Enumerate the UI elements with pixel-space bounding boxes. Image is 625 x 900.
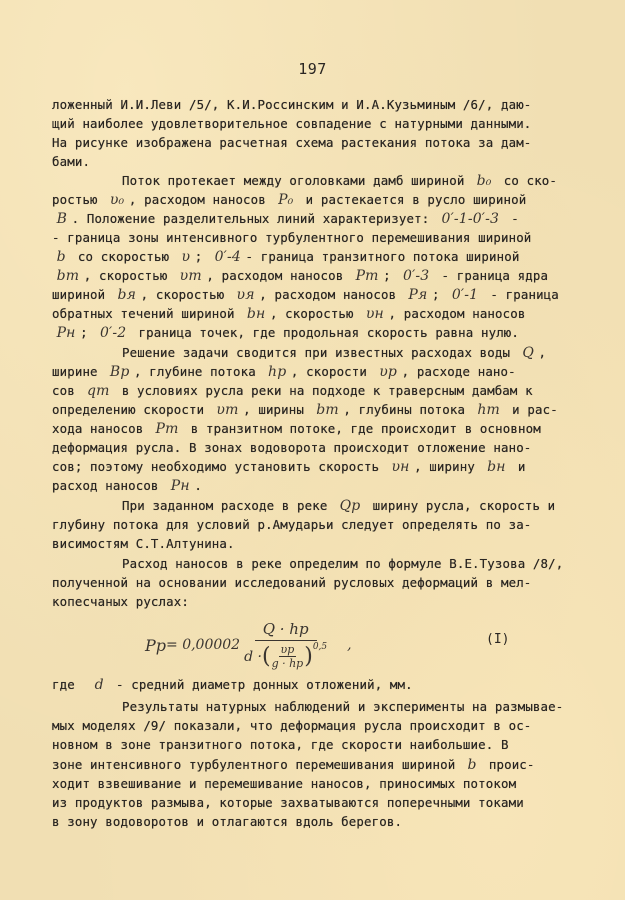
- text-line: сов; поэтому необходимо установить скорость υн , ширину bн и: [52, 459, 526, 475]
- formula-exponent: 0,5: [312, 641, 328, 652]
- paren-close: ): [304, 644, 313, 669]
- equation-number: (I): [486, 632, 510, 647]
- formula-numerator: Q · hр: [255, 620, 317, 641]
- handwritten-symbol: bн: [482, 459, 511, 475]
- handwritten-symbol: 0′-3: [398, 268, 434, 284]
- handwritten-symbol: υт: [211, 402, 244, 418]
- text-line: Поток протекает между оголовками дамб шириной b₀ со ско-: [122, 173, 558, 189]
- handwritten-symbol: b₀: [472, 173, 497, 189]
- text-line: Результаты натурных наблюдений и эксперименты на размывае-: [122, 699, 564, 714]
- handwritten-symbol: 0′-1: [447, 287, 483, 303]
- text-line: ростью υ₀ , расходом наносов P₀ и растекается в русло шириной: [52, 192, 527, 208]
- handwritten-symbol: qт: [82, 383, 115, 399]
- formula-lhs: Pр: [145, 635, 167, 655]
- text-line: На рисунке изображена расчетная схема растекания потока за дам-: [52, 135, 532, 150]
- text-line: зоне интенсивного турбулентного перемешивания шириной b проис-: [52, 756, 535, 773]
- formula-fraction: [244, 620, 327, 670]
- text-line: висимостям С.Т.Алтунина.: [52, 536, 235, 551]
- handwritten-symbol: d: [90, 677, 109, 693]
- handwritten-symbol: υр: [374, 364, 402, 380]
- text-line: ложенный И.И.Леви /5/, К.И.Россинским и И.А.Кузьминым /6/, даю-: [52, 97, 532, 112]
- text-line: из продуктов размыва, которые захватываются поперечными токами: [52, 795, 524, 810]
- handwritten-symbol: Pя: [403, 287, 433, 303]
- text-line: Расход наносов в реке определим по формуле В.Е.Тузова /8/,: [122, 556, 564, 571]
- text-line: щий наиболее удовлетворительное совпадение с натурными данными.: [52, 116, 532, 131]
- formula-denominator: [244, 641, 327, 670]
- text-line: определению скорости υт , ширины bт , глубины потока hт и рас-: [52, 402, 558, 418]
- handwritten-symbol: bя: [112, 287, 141, 303]
- text-line: расход наносов Pн .: [52, 478, 202, 494]
- text-line: мых моделях /9/ показали, что деформация русла происходит в ос-: [52, 718, 532, 734]
- formula-sediment-discharge: [145, 620, 352, 670]
- handwritten-symbol: Pт: [350, 268, 384, 284]
- text-line: бами.: [52, 154, 91, 169]
- handwritten-symbol: Pт: [150, 421, 184, 437]
- formula-inner-numerator: υр: [280, 643, 295, 656]
- formula-denominator-prefix: d ·: [244, 648, 262, 665]
- text-line: новном в зоне транзитного потока, где скорости наибольшие. В: [52, 737, 509, 753]
- text-line: деформация русла. В зонах водоворота происходит отложение нано-: [52, 440, 532, 455]
- handwritten-symbol: υя: [231, 287, 260, 303]
- text-line: в зону водоворотов и отлагаются вдоль берегов.: [52, 814, 403, 830]
- text-line: bт , скоростью υт , расходом наносов Pт ; 0′-3 - граница ядра: [52, 268, 549, 284]
- handwritten-symbol: P₀: [273, 192, 299, 208]
- text-line: ходит взвешивание и перемешивание наносов, приносимых потоком: [52, 775, 517, 791]
- text-line: обратных течений шириной bн , скоростью υн , расходом наносов: [52, 306, 526, 322]
- text-line: сов qт в условиях русла реки на подходе к траверсным дамбам к: [52, 383, 533, 399]
- text-line: При заданном расходе в реке Qр ширину русла, скорость и: [122, 498, 556, 514]
- page-number: 197: [298, 60, 327, 78]
- handwritten-symbol: υт: [175, 268, 207, 284]
- handwritten-symbol: υн: [361, 306, 389, 322]
- handwritten-symbol: b: [52, 249, 71, 265]
- handwritten-symbol: B: [52, 211, 72, 227]
- text-line: копесчаных руслах:: [52, 594, 189, 609]
- text-line: Решение задачи сводится при известных расходах воды Q ,: [122, 345, 547, 361]
- handwritten-symbol: hт: [472, 402, 505, 418]
- handwritten-symbol: υн: [386, 459, 415, 475]
- handwritten-symbol: Pн: [52, 325, 81, 341]
- handwritten-symbol: b: [462, 756, 482, 773]
- text-line: Pн ; 0′-2 граница точек, где продольная скорость равна нулю.: [52, 325, 520, 341]
- text-line: глубину потока для условий р.Амударьи следует определять по за-: [52, 517, 532, 532]
- formula-coefficient: = 0,00002: [166, 637, 241, 653]
- formula-comma: ,: [347, 637, 352, 653]
- handwritten-symbol: 0′-2: [95, 325, 131, 341]
- text-line: хода наносов Pт в транзитном потоке, где происходит в основном: [52, 421, 541, 437]
- formula-inner-fraction: [272, 643, 304, 670]
- text-line: где d - средний диаметр донных отложений, мм.: [52, 677, 413, 693]
- formula-inner-denominator: g · hр: [271, 657, 304, 670]
- text-line: B . Положение разделительных линий характеризует: 0′-1-0′-3 -: [52, 211, 519, 227]
- handwritten-symbol: 0′-1-0′-3: [436, 211, 504, 227]
- text-line: - граница зоны интенсивного турбулентного перемешивания шириной: [52, 230, 532, 245]
- handwritten-symbol: Qр: [335, 498, 366, 514]
- handwritten-symbol: bт: [52, 268, 84, 284]
- handwritten-symbol: Pн: [166, 478, 195, 494]
- handwritten-symbol: bн: [242, 306, 270, 322]
- text-line: ширине Bр , глубине потока hр , скорости υр , расходе нано-: [52, 364, 516, 380]
- text-line: шириной bя , скоростью υя , расходом наносов Pя ; 0′-1 - граница: [52, 287, 559, 303]
- paren-open: (: [261, 644, 271, 669]
- handwritten-symbol: Q: [517, 345, 539, 361]
- handwritten-symbol: υ: [176, 249, 195, 265]
- handwritten-symbol: bт: [311, 402, 344, 418]
- handwritten-symbol: Bр: [105, 364, 135, 380]
- text-line: полученной на основании исследований русловых деформаций в мел-: [52, 575, 532, 590]
- handwritten-symbol: 0′-4: [209, 249, 246, 265]
- handwritten-symbol: hр: [263, 364, 291, 380]
- handwritten-symbol: υ₀: [105, 192, 129, 208]
- text-line: b со скоростью υ ; 0′-4 - граница транзитного потока шириной: [52, 249, 520, 265]
